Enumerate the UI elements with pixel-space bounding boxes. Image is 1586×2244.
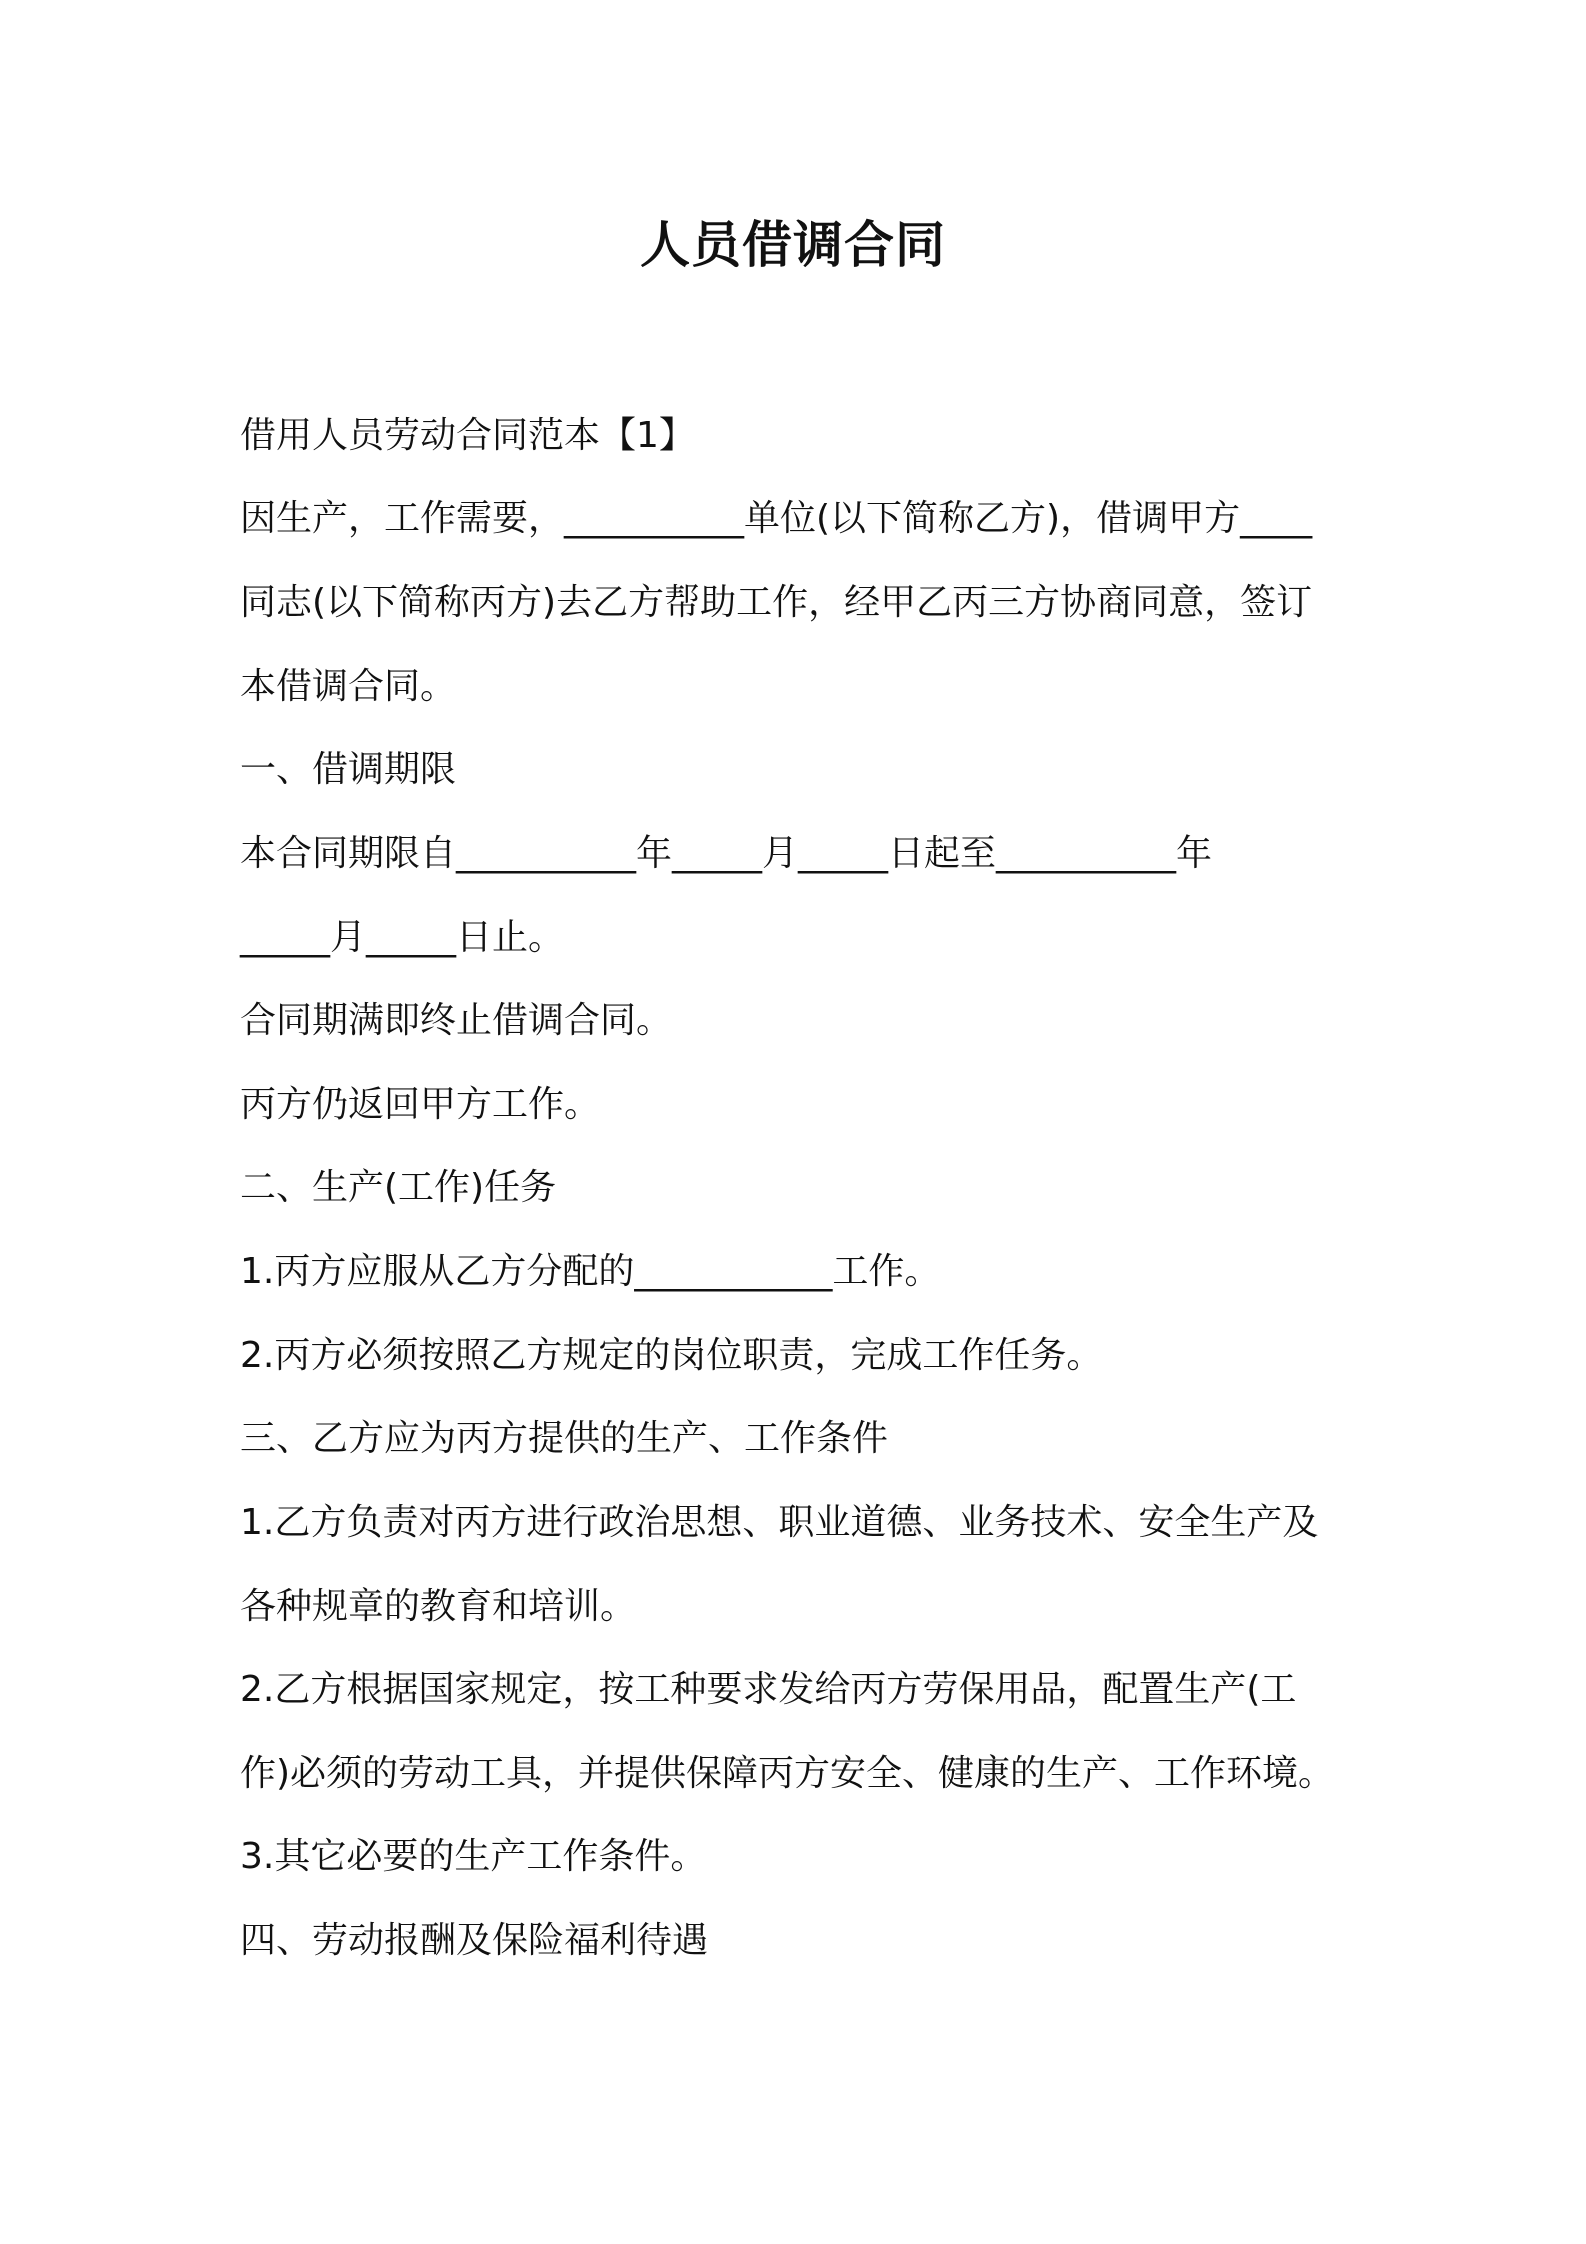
- paragraph-line: 1.丙方应服从乙方分配的___________工作。: [240, 1251, 941, 1292]
- paragraph-line: 丙方仍返回甲方工作。: [240, 1084, 601, 1125]
- paragraph-line: _____月_____日止。: [240, 917, 565, 958]
- paragraph-line: 因生产，工作需要，__________单位(以下简称乙方)，借调甲方____: [240, 498, 1313, 539]
- paragraph-line: 本合同期限自__________年_____月_____日起至__________年: [240, 833, 1213, 874]
- paragraph-line: 各种规章的教育和培训。: [240, 1586, 637, 1627]
- paragraph-line: 2.丙方必须按照乙方规定的岗位职责，完成工作任务。: [240, 1335, 1103, 1376]
- paragraph-line: 作)必须的劳动工具，并提供保障丙方安全、健康的生产、工作环境。: [240, 1753, 1335, 1794]
- section-heading: 二、生产(工作)任务: [240, 1167, 557, 1208]
- section-heading: 三、乙方应为丙方提供的生产、工作条件: [240, 1418, 889, 1459]
- document-title: 人员借调合同: [640, 216, 946, 274]
- paragraph-line: 2.乙方根据国家规定，按工种要求发给丙方劳保用品，配置生产(工: [240, 1669, 1297, 1710]
- paragraph-line: 3.其它必要的生产工作条件。: [240, 1836, 707, 1877]
- subtitle-line: 借用人员劳动合同范本【1】: [240, 415, 695, 456]
- section-heading: 四、劳动报酬及保险福利待遇: [240, 1920, 709, 1961]
- paragraph-line: 1.乙方负责对丙方进行政治思想、职业道德、业务技术、安全生产及: [240, 1502, 1319, 1543]
- paragraph-line: 同志(以下简称丙方)去乙方帮助工作，经甲乙丙三方协商同意，签订: [240, 582, 1313, 623]
- paragraph-line: 合同期满即终止借调合同。: [240, 1000, 673, 1041]
- section-heading: 一、借调期限: [240, 749, 457, 790]
- paragraph-line: 本借调合同。: [240, 666, 457, 707]
